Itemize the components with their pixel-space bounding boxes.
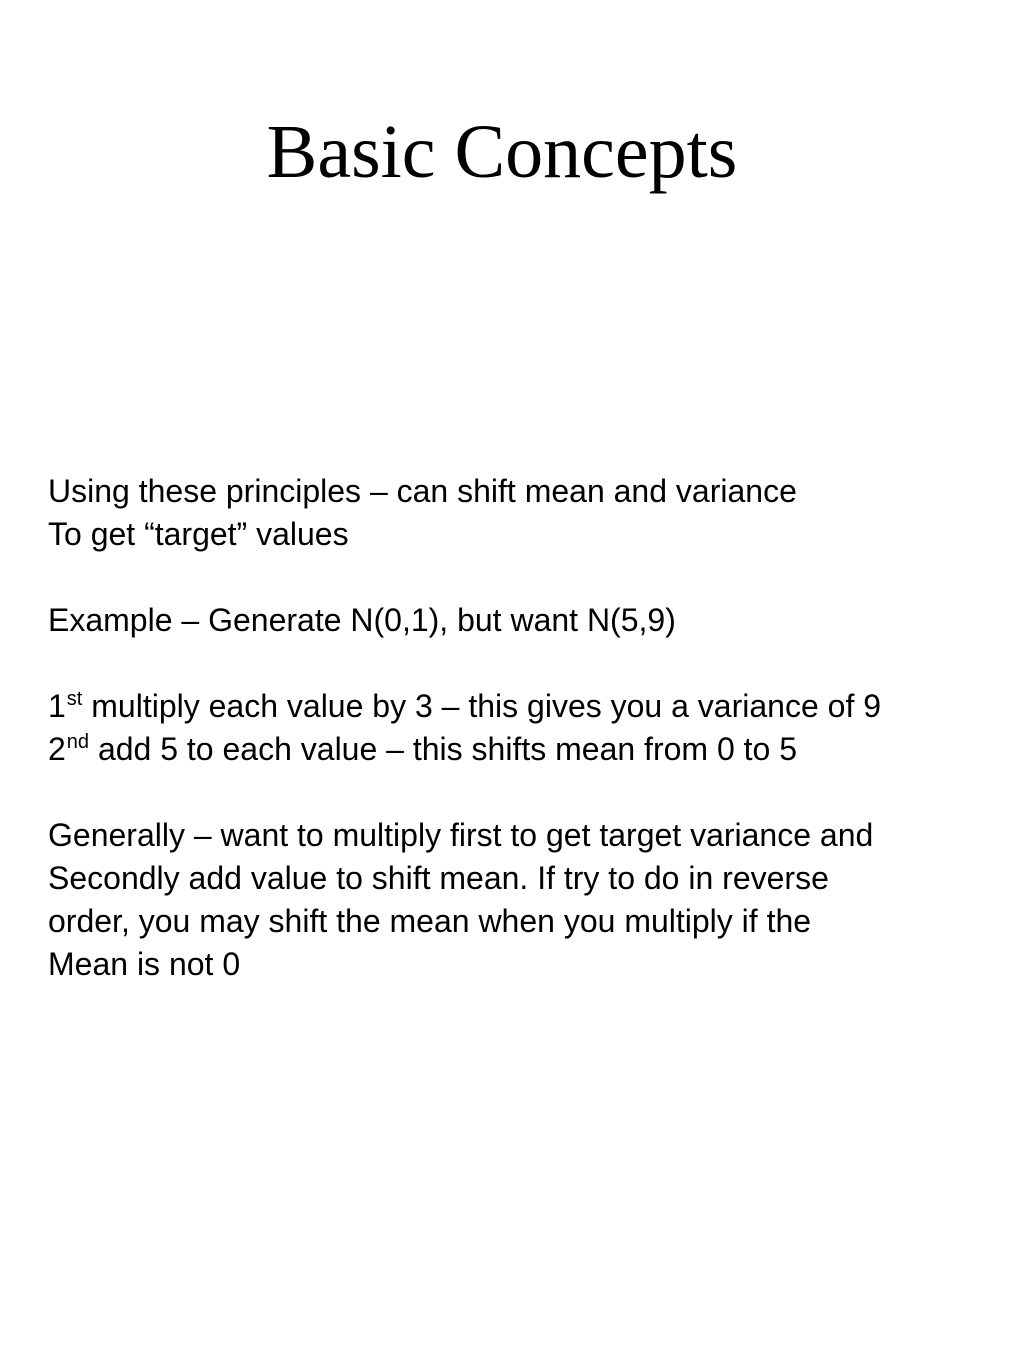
body-line: Example – Generate N(0,1), but want N(5,9) xyxy=(48,602,676,638)
body-line: Mean is not 0 xyxy=(48,946,241,982)
body-line: order, you may shift the mean when you multiply if the xyxy=(48,903,812,939)
step-one-ordinal-suffix: st xyxy=(66,688,83,710)
paragraph-gap xyxy=(48,642,1008,685)
step-one-text: multiply each value by 3 – this gives you a variance of 9 xyxy=(82,688,882,724)
step-one-line xyxy=(48,685,1008,728)
step-one-number: 1 xyxy=(48,688,66,724)
body-line: To get “target” values xyxy=(48,516,349,552)
slide-title: Basic Concepts xyxy=(266,110,738,194)
step-two-line xyxy=(48,728,1008,771)
step-two-number: 2 xyxy=(48,731,66,767)
step-two-text: add 5 to each value – this shifts mean from 0 to 5 xyxy=(89,731,797,767)
body-line: Using these principles – can shift mean and variance xyxy=(48,473,797,509)
paragraph-gap xyxy=(48,771,1008,814)
slide-body xyxy=(48,470,1008,986)
body-line: Secondly add value to shift mean. If try to do in reverse xyxy=(48,860,829,896)
step-two-ordinal-suffix: nd xyxy=(66,731,90,753)
paragraph-gap xyxy=(48,556,1008,599)
body-line: Generally – want to multiply first to get target variance and xyxy=(48,817,874,853)
